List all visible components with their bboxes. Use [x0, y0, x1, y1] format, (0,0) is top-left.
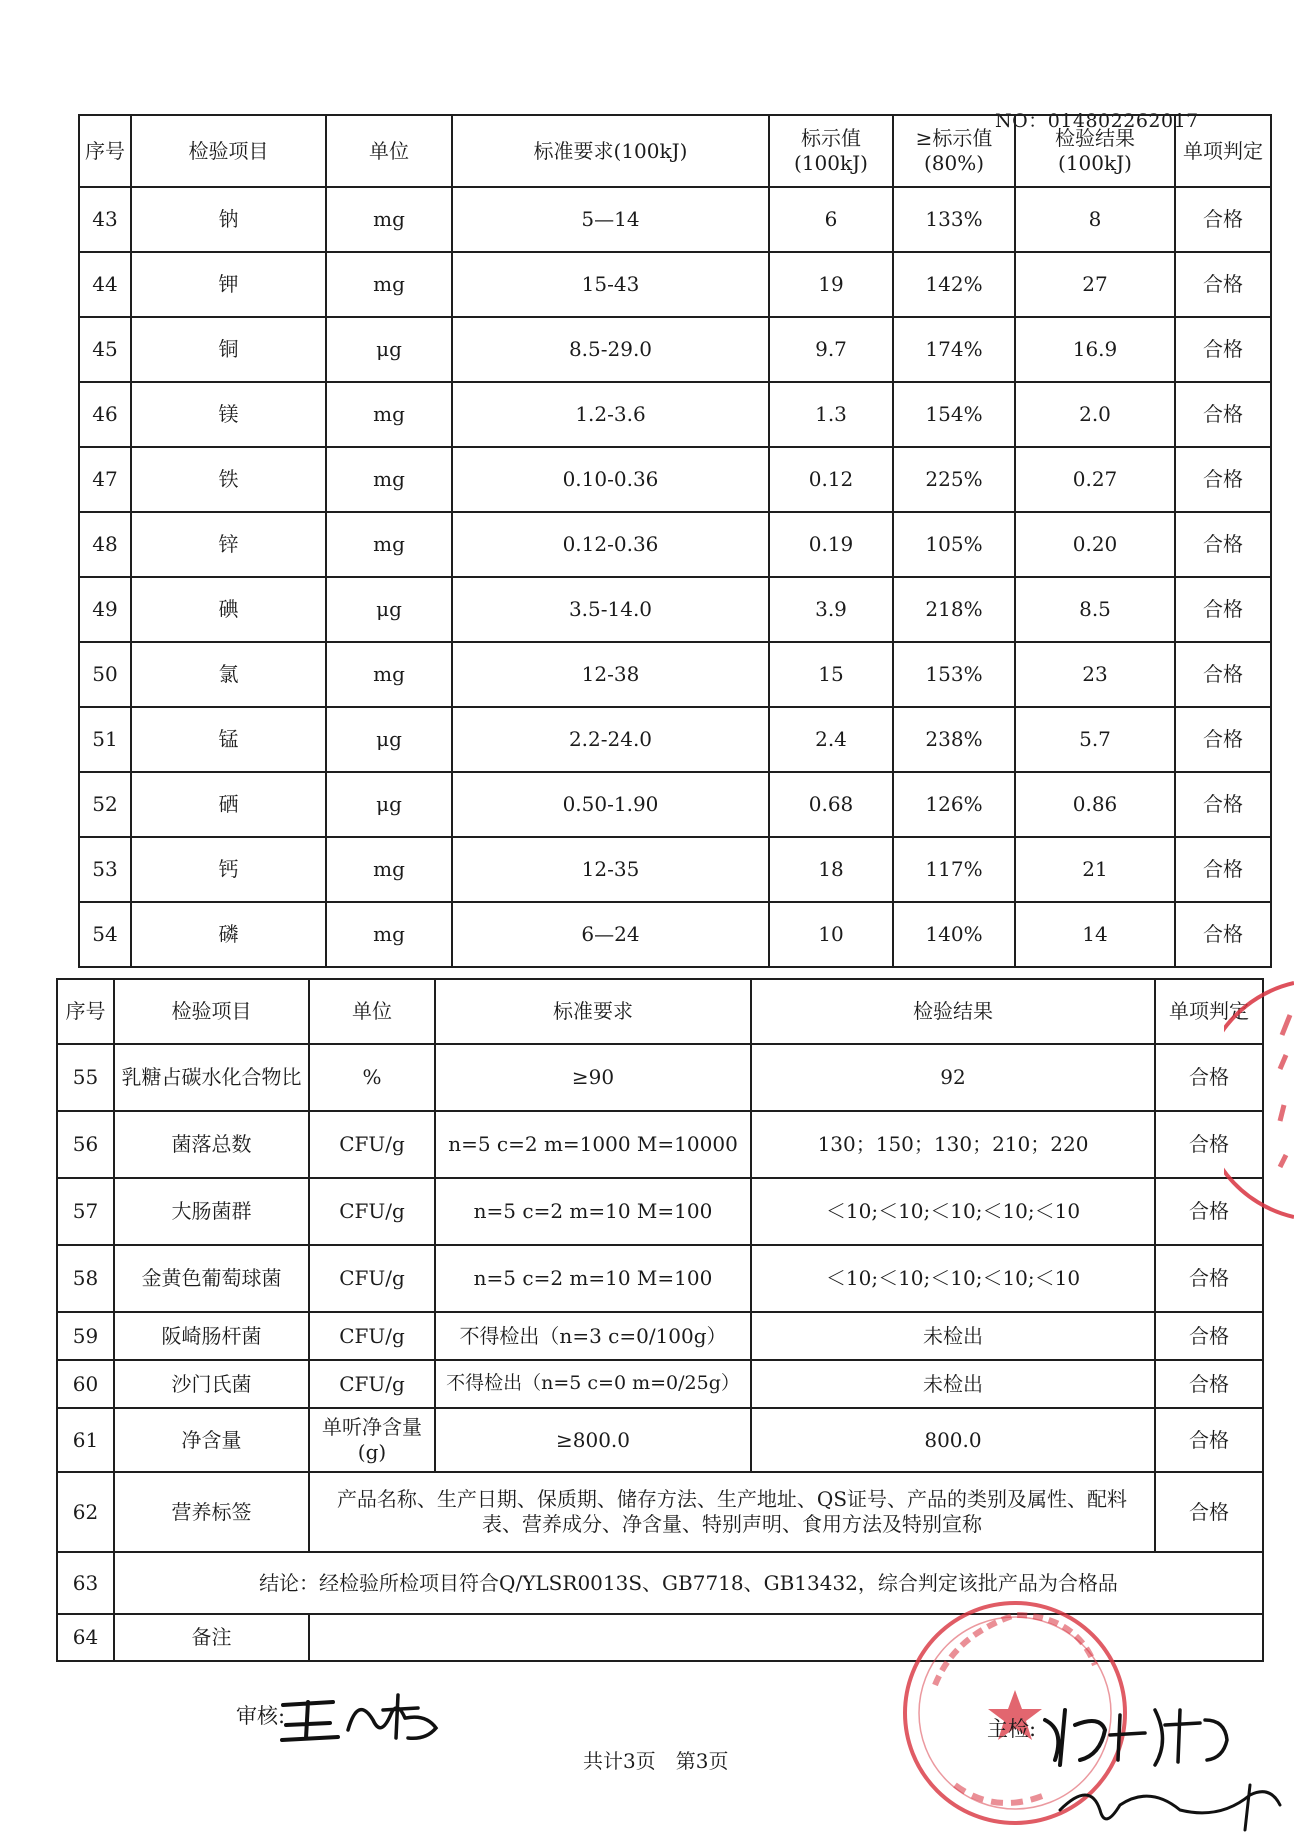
table-row — [79, 447, 1271, 512]
cell-unit: mg — [326, 512, 452, 577]
cell-unit: 单听净含量(g) — [309, 1408, 435, 1472]
nutrition-label-content: 产品名称、生产日期、保质期、储存方法、生产地址、QS证号、产品的类别及属性、配料表、营养成分、净含量、特别声明、食用方法及特别宣称 — [309, 1472, 1155, 1552]
cell-standard: n=5 c=2 m=1000 M=10000 — [435, 1111, 751, 1178]
cell-judgement: 合格 — [1155, 1245, 1263, 1312]
cell-percent: 218% — [893, 577, 1015, 642]
cell-result: 27 — [1015, 252, 1175, 317]
cell-labeled: 10 — [769, 902, 893, 967]
table-row — [57, 1360, 1263, 1408]
cell-judgement: 合格 — [1155, 1472, 1263, 1552]
cell-unit: mg — [326, 187, 452, 252]
reviewer-label: 审核: — [236, 1704, 286, 1728]
cell-unit: CFU/g — [309, 1245, 435, 1312]
cell-judgement: 合格 — [1175, 317, 1271, 382]
cell-result: 16.9 — [1015, 317, 1175, 382]
cell-item: 镁 — [131, 382, 326, 447]
header-seq: 序号 — [79, 115, 131, 187]
cell-judgement: 合格 — [1175, 447, 1271, 512]
cell-standard: 8.5-29.0 — [452, 317, 769, 382]
cell-labeled: 2.4 — [769, 707, 893, 772]
mineral-table — [78, 114, 1272, 968]
cell-judgement: 合格 — [1175, 902, 1271, 967]
cell-seq: 47 — [79, 447, 131, 512]
cell-result: 21 — [1015, 837, 1175, 902]
cell-item: 氯 — [131, 642, 326, 707]
cell-seq: 44 — [79, 252, 131, 317]
header-seq: 序号 — [57, 979, 114, 1044]
table-row — [79, 187, 1271, 252]
report-number: NO：014802262017 — [995, 110, 1199, 132]
table-row — [79, 317, 1271, 382]
cell-standard: 6—24 — [452, 902, 769, 967]
cell-seq: 57 — [57, 1178, 114, 1245]
cell-unit: μg — [326, 577, 452, 642]
table-row — [57, 1178, 1263, 1245]
page-counter — [583, 1745, 748, 1774]
cell-result: 0.27 — [1015, 447, 1175, 512]
conclusion-text: 结论：经检验所检项目符合Q/YLSR0013S、GB7718、GB13432，综合判定该批产品为合格品 — [114, 1552, 1263, 1614]
header-item: 检验项目 — [131, 115, 326, 187]
cell-result: 0.20 — [1015, 512, 1175, 577]
table-row — [79, 512, 1271, 577]
cell-percent: 174% — [893, 317, 1015, 382]
cell-item: 锰 — [131, 707, 326, 772]
cell-standard: n=5 c=2 m=10 M=100 — [435, 1245, 751, 1312]
cell-judgement: 合格 — [1155, 1408, 1263, 1472]
cell-labeled: 9.7 — [769, 317, 893, 382]
cell-seq: 43 — [79, 187, 131, 252]
table-row — [79, 772, 1271, 837]
cell-labeled: 0.12 — [769, 447, 893, 512]
cell-judgement: 合格 — [1155, 1178, 1263, 1245]
cell-result: 未检出 — [751, 1360, 1155, 1408]
cell-seq: 51 — [79, 707, 131, 772]
header-standard: 标准要求(100kJ) — [452, 115, 769, 187]
header-item: 检验项目 — [114, 979, 309, 1044]
cell-percent: 142% — [893, 252, 1015, 317]
cell-percent: 105% — [893, 512, 1015, 577]
cell-seq: 61 — [57, 1408, 114, 1472]
cell-judgement: 合格 — [1175, 382, 1271, 447]
cell-judgement: 合格 — [1175, 252, 1271, 317]
cell-seq: 45 — [79, 317, 131, 382]
cell-result: ＜10;＜10;＜10;＜10;＜10 — [751, 1245, 1155, 1312]
cell-item: 阪崎肠杆菌 — [114, 1312, 309, 1360]
cell-seq: 55 — [57, 1044, 114, 1111]
table-row — [57, 1111, 1263, 1178]
cell-percent: 133% — [893, 187, 1015, 252]
cell-judgement: 合格 — [1175, 512, 1271, 577]
cell-standard: ≥90 — [435, 1044, 751, 1111]
cell-result: 8.5 — [1015, 577, 1175, 642]
cell-unit: CFU/g — [309, 1178, 435, 1245]
cell-standard: 不得检出（n=5 c=0 m=0/25g） — [435, 1360, 751, 1408]
cell-standard: 12-38 — [452, 642, 769, 707]
cell-judgement: 合格 — [1155, 1360, 1263, 1408]
header-percent-labeled: ≥标示值 (80%) — [893, 115, 1015, 187]
cell-result: 130；150；130；210；220 — [751, 1111, 1155, 1178]
cell-standard: 12-35 — [452, 837, 769, 902]
cell-seq: 58 — [57, 1245, 114, 1312]
header-unit: 单位 — [326, 115, 452, 187]
cell-unit: mg — [326, 252, 452, 317]
mineral-table-header — [79, 115, 1271, 187]
total-pages: 共计3页 — [583, 1749, 656, 1773]
header-labeled-value: 标示值 (100kJ) — [769, 115, 893, 187]
cell-standard: 5—14 — [452, 187, 769, 252]
cell-result: 92 — [751, 1044, 1155, 1111]
cell-seq: 62 — [57, 1472, 114, 1552]
cell-result: 未检出 — [751, 1312, 1155, 1360]
cell-seq: 54 — [79, 902, 131, 967]
cell-result: 23 — [1015, 642, 1175, 707]
header-judgement: 单项判定 — [1175, 115, 1271, 187]
cell-standard: 不得检出（n=3 c=0/100g） — [435, 1312, 751, 1360]
cell-item: 金黄色葡萄球菌 — [114, 1245, 309, 1312]
cell-result: 2.0 — [1015, 382, 1175, 447]
cell-seq: 63 — [57, 1552, 114, 1614]
cell-item: 沙门氏菌 — [114, 1360, 309, 1408]
cell-percent: 225% — [893, 447, 1015, 512]
cell-seq: 60 — [57, 1360, 114, 1408]
table-row — [57, 1044, 1263, 1111]
cell-judgement: 合格 — [1175, 772, 1271, 837]
cell-judgement: 合格 — [1155, 1111, 1263, 1178]
table-row — [57, 1312, 1263, 1360]
cell-percent: 117% — [893, 837, 1015, 902]
cell-seq: 53 — [79, 837, 131, 902]
cell-labeled: 19 — [769, 252, 893, 317]
cell-seq: 46 — [79, 382, 131, 447]
cell-judgement: 合格 — [1175, 707, 1271, 772]
cell-result: 8 — [1015, 187, 1175, 252]
cell-percent: 238% — [893, 707, 1015, 772]
cell-percent: 153% — [893, 642, 1015, 707]
cell-result: 800.0 — [751, 1408, 1155, 1472]
cell-item: 乳糖占碳水化合物比 — [114, 1044, 309, 1111]
cell-standard: 0.50-1.90 — [452, 772, 769, 837]
cell-unit: mg — [326, 382, 452, 447]
cell-unit: mg — [326, 902, 452, 967]
table-row — [79, 577, 1271, 642]
cell-standard: 3.5-14.0 — [452, 577, 769, 642]
cell-seq: 56 — [57, 1111, 114, 1178]
cell-labeled: 0.68 — [769, 772, 893, 837]
cell-seq: 50 — [79, 642, 131, 707]
table-row — [79, 902, 1271, 967]
microbiology-table — [56, 978, 1264, 1662]
cell-labeled: 1.3 — [769, 382, 893, 447]
cell-result: 14 — [1015, 902, 1175, 967]
cell-judgement: 合格 — [1175, 187, 1271, 252]
cell-item: 钠 — [131, 187, 326, 252]
cell-item: 钾 — [131, 252, 326, 317]
cell-item: 净含量 — [114, 1408, 309, 1472]
header-result: 检验结果 — [751, 979, 1155, 1044]
cell-item: 营养标签 — [114, 1472, 309, 1552]
cell-labeled: 0.19 — [769, 512, 893, 577]
cell-standard: 1.2-3.6 — [452, 382, 769, 447]
remarks-label: 备注 — [114, 1614, 309, 1661]
cell-item: 磷 — [131, 902, 326, 967]
cell-seq: 49 — [79, 577, 131, 642]
table-row — [57, 1245, 1263, 1312]
cell-percent: 126% — [893, 772, 1015, 837]
chief-inspector-signature-icon — [1040, 1690, 1290, 1832]
cell-standard: 15-43 — [452, 252, 769, 317]
cell-judgement: 合格 — [1175, 642, 1271, 707]
header-result: 检验结果 (100kJ) — [1015, 115, 1175, 187]
cell-item: 铜 — [131, 317, 326, 382]
cell-standard: 0.10-0.36 — [452, 447, 769, 512]
cell-item: 菌落总数 — [114, 1111, 309, 1178]
cell-item: 铁 — [131, 447, 326, 512]
cell-labeled: 18 — [769, 837, 893, 902]
cell-standard: n=5 c=2 m=10 M=100 — [435, 1178, 751, 1245]
header-standard: 标准要求 — [435, 979, 751, 1044]
cell-seq: 59 — [57, 1312, 114, 1360]
cell-judgement: 合格 — [1175, 577, 1271, 642]
cell-percent: 140% — [893, 902, 1015, 967]
cell-labeled: 15 — [769, 642, 893, 707]
cell-result: 5.7 — [1015, 707, 1175, 772]
cell-judgement: 合格 — [1175, 837, 1271, 902]
cell-standard: 2.2-24.0 — [452, 707, 769, 772]
cell-unit: μg — [326, 317, 452, 382]
table-row — [79, 642, 1271, 707]
reviewer-signature-icon — [278, 1680, 448, 1750]
cell-unit: mg — [326, 837, 452, 902]
cell-labeled: 6 — [769, 187, 893, 252]
cell-unit: CFU/g — [309, 1360, 435, 1408]
cell-percent: 154% — [893, 382, 1015, 447]
current-page: 第3页 — [675, 1749, 729, 1773]
cell-unit: CFU/g — [309, 1111, 435, 1178]
cell-item: 碘 — [131, 577, 326, 642]
inspection-seal-icon — [1224, 975, 1294, 1225]
cell-judgement: 合格 — [1155, 1044, 1263, 1111]
cell-seq: 52 — [79, 772, 131, 837]
microbiology-table-header — [57, 979, 1263, 1044]
cell-result: 0.86 — [1015, 772, 1175, 837]
table-row — [79, 252, 1271, 317]
cell-judgement: 合格 — [1155, 1312, 1263, 1360]
cell-item: 钙 — [131, 837, 326, 902]
header-unit: 单位 — [309, 979, 435, 1044]
cell-item: 硒 — [131, 772, 326, 837]
cell-labeled: 3.9 — [769, 577, 893, 642]
cell-standard: ≥800.0 — [435, 1408, 751, 1472]
chief-inspector-label: 主检: — [987, 1717, 1037, 1741]
cell-standard: 0.12-0.36 — [452, 512, 769, 577]
cell-seq: 48 — [79, 512, 131, 577]
cell-unit: mg — [326, 447, 452, 512]
table-row — [79, 707, 1271, 772]
cell-unit: μg — [326, 772, 452, 837]
cell-seq: 64 — [57, 1614, 114, 1661]
cell-unit: % — [309, 1044, 435, 1111]
cell-unit: CFU/g — [309, 1312, 435, 1360]
cell-item: 大肠菌群 — [114, 1178, 309, 1245]
header-judgement: 单项判定 — [1155, 979, 1263, 1044]
table-row — [79, 837, 1271, 902]
cell-result: ＜10;＜10;＜10;＜10;＜10 — [751, 1178, 1155, 1245]
cell-unit: mg — [326, 642, 452, 707]
table-row — [57, 1408, 1263, 1472]
table-row — [57, 1472, 1263, 1552]
cell-unit: μg — [326, 707, 452, 772]
table-row — [79, 382, 1271, 447]
cell-item: 锌 — [131, 512, 326, 577]
